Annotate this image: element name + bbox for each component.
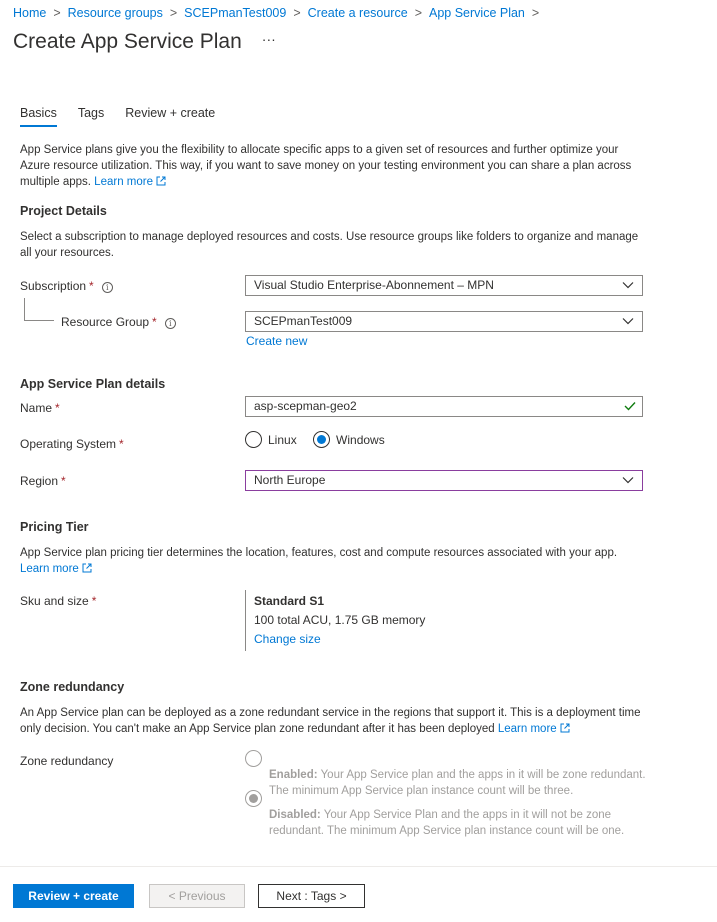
pricing-tier-title: Pricing Tier: [20, 520, 89, 534]
tab-basics[interactable]: Basics: [20, 106, 57, 127]
zone-redundancy-label: Zone redundancy: [20, 754, 114, 768]
region-dropdown[interactable]: North Europe: [245, 470, 643, 491]
breadcrumb-separator: >: [293, 6, 301, 20]
previous-button[interactable]: < Previous: [149, 884, 245, 908]
required-marker: *: [152, 315, 157, 329]
sku-label: Sku and size *: [20, 594, 97, 608]
required-marker: *: [89, 279, 94, 293]
breadcrumb-home[interactable]: Home: [13, 6, 47, 20]
sku-detail: 100 total ACU, 1.75 GB memory: [254, 613, 426, 627]
zone-option-enabled-text: Enabled: Your App Service plan and the apps in it will be zone redundant. The minimum App Service plan instance count will be three.: [269, 769, 646, 797]
footer-divider: [0, 866, 717, 867]
intro-learn-more-link[interactable]: Learn more: [94, 176, 166, 188]
required-marker: *: [91, 594, 97, 608]
radio-button[interactable]: [313, 431, 330, 448]
change-size-link[interactable]: Change size: [254, 632, 321, 646]
zone-redundancy-title: Zone redundancy: [20, 680, 125, 694]
next-tags-button[interactable]: Next : Tags >: [258, 884, 365, 908]
name-label: Name *: [20, 401, 60, 415]
breadcrumb-create-resource[interactable]: Create a resource: [307, 6, 408, 20]
zone-description: An App Service plan can be deployed as a zone redundant service in the regions that support it. This is a deployment time only decision. You can't make an App Service plan zone redundant after it has been deployed Learn more: [20, 707, 641, 735]
subscription-label: Subscription * i: [20, 279, 113, 293]
zone-option-disabled-text: Disabled: Your App Service Plan and the apps in it will not be zone redundant. The minimum App Service plan instance count will be one.: [269, 809, 625, 837]
required-marker: *: [55, 401, 60, 415]
chevron-down-icon: [622, 476, 634, 484]
plan-details-title: App Service Plan details: [20, 377, 166, 391]
sku-summary: [245, 590, 425, 651]
review-create-button[interactable]: Review + create: [13, 884, 134, 908]
breadcrumb-separator: >: [169, 6, 178, 20]
tab-review-create[interactable]: Review + create: [125, 106, 216, 120]
project-details-description: Select a subscription to manage deployed resources and costs. Use resource groups like folders to organize and manage all your resources.: [20, 231, 639, 259]
external-link-icon: [560, 723, 570, 733]
resource-group-label: Resource Group * i: [61, 315, 176, 329]
radio-button[interactable]: [245, 431, 262, 448]
os-radio-group: [245, 431, 385, 448]
page-title-text: Create App Service Plan: [13, 30, 242, 53]
breadcrumb-separator: >: [531, 6, 540, 20]
project-details-title: Project Details: [20, 204, 107, 218]
region-label: Region *: [20, 474, 66, 488]
pricing-learn-more-link[interactable]: Learn more: [20, 563, 92, 575]
intro-text: App Service plans give you the flexibility to allocate specific apps to a given set of resources and further optimize your Azure resource utilization. This way, if you want to save money on your testing environment you can share a plan across multiple apps.: [20, 144, 632, 188]
more-options-button[interactable]: ···: [261, 31, 276, 47]
radio-button[interactable]: [245, 790, 262, 807]
info-icon[interactable]: i: [165, 318, 176, 329]
zone-option-disabled[interactable]: [245, 790, 655, 839]
external-link-icon: [156, 176, 166, 186]
breadcrumb-resource-group[interactable]: SCEPmanTest009: [184, 6, 287, 20]
name-input[interactable]: asp-scepman-geo2: [245, 396, 643, 417]
info-icon[interactable]: i: [102, 282, 113, 293]
breadcrumb: [13, 6, 546, 20]
required-marker: *: [61, 474, 66, 488]
breadcrumb-app-service-plan[interactable]: App Service Plan: [429, 6, 525, 20]
sku-name: Standard S1: [254, 594, 325, 608]
external-link-icon: [82, 563, 92, 573]
breadcrumb-separator: >: [53, 6, 61, 20]
breadcrumb-separator: >: [414, 6, 422, 20]
required-marker: *: [119, 437, 124, 451]
resource-group-dropdown[interactable]: SCEPmanTest009: [245, 311, 643, 332]
tree-connector: [24, 320, 54, 321]
pricing-description: App Service plan pricing tier determines the location, features, cost and compute resources associated with your app. Learn more: [20, 547, 618, 575]
checkmark-icon: [624, 401, 636, 411]
intro-paragraph: [20, 142, 645, 190]
breadcrumb-resource-groups[interactable]: Resource groups: [67, 6, 163, 20]
tab-tags[interactable]: Tags: [77, 106, 105, 120]
tree-connector: [24, 298, 25, 320]
chevron-down-icon: [622, 317, 634, 325]
zone-learn-more-link[interactable]: Learn more: [498, 723, 570, 735]
radio-button[interactable]: [245, 750, 262, 767]
os-option-linux[interactable]: Linux: [245, 432, 297, 446]
page-title: [13, 30, 276, 54]
create-new-link[interactable]: Create new: [246, 334, 308, 348]
os-option-windows[interactable]: Windows: [313, 432, 385, 446]
tab-bar: [20, 106, 215, 127]
os-label: Operating System *: [20, 437, 124, 451]
subscription-dropdown[interactable]: Visual Studio Enterprise-Abonnement – MPN: [245, 275, 643, 296]
chevron-down-icon: [622, 281, 634, 289]
